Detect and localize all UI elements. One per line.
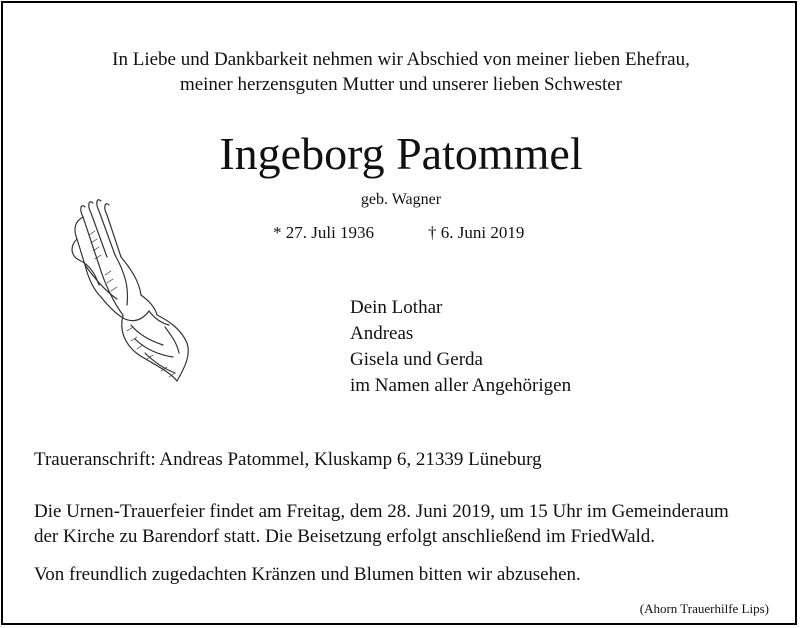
ceremony-text bbox=[34, 499, 729, 549]
ceremony-line-2: der Kirche zu Barendorf statt. Die Beisetzung erfolgt anschließend im FriedWald. bbox=[34, 526, 656, 547]
deceased-name: Ingeborg Patommel bbox=[219, 128, 583, 179]
notice-frame bbox=[1, 1, 797, 625]
mourners-list bbox=[350, 295, 571, 399]
mourner-line: im Namen aller Angehörigen bbox=[350, 375, 572, 396]
flowers-note: Von freundlich zugedachten Kränzen und Blumen bitten wir abzusehen. bbox=[34, 564, 581, 585]
intro-line-2: meiner herzensguten Mutter und unserer lieben Schwester bbox=[179, 74, 623, 95]
ceremony-line-1: Die Urnen-Trauerfeier findet am Freitag, dem 28. Juni 2019, um 15 Uhr im Gemeinderaum bbox=[34, 501, 729, 522]
intro-text bbox=[3, 47, 799, 97]
mourner-line: Gisela und Gerda bbox=[350, 349, 483, 370]
praying-hands-icon bbox=[65, 195, 197, 395]
death-date: † 6. Juni 2019 bbox=[428, 223, 525, 242]
maiden-name: geb. Wagner bbox=[360, 191, 442, 208]
mourner-line: Dein Lothar bbox=[350, 297, 443, 318]
mourner-line: Andreas bbox=[350, 323, 414, 344]
funeral-home-credit: (Ahorn Trauerhilfe Lips) bbox=[639, 601, 769, 616]
birth-date: * 27. Juli 1936 bbox=[273, 223, 375, 242]
intro-line-1: In Liebe und Dankbarkeit nehmen wir Abschied von meiner lieben Ehefrau, bbox=[112, 49, 690, 70]
mourning-address: Traueranschrift: Andreas Patommel, Kluskamp 6, 21339 Lüneburg bbox=[34, 449, 542, 470]
